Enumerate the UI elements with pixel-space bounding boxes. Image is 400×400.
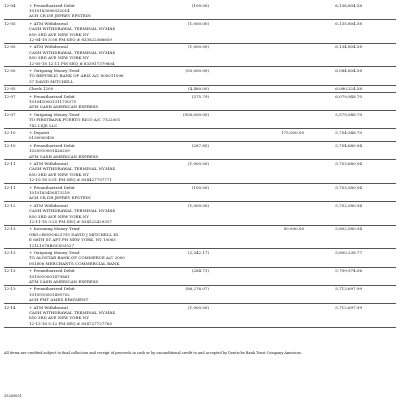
transaction-row <box>4 86 396 93</box>
description-line: 12-13-18 5:12 PM SEQ # 834727727763 <box>29 320 112 326</box>
withdrawal-amount: (86,276.07) <box>185 286 209 292</box>
transaction-description <box>29 112 179 128</box>
description-line: + ATM Withdrawal <box>29 44 68 50</box>
withdrawal-amount: (100.00) <box>191 184 209 190</box>
transaction-row <box>4 111 396 129</box>
transaction-date: 12-13 <box>4 250 16 256</box>
description-line: CASH WITHDRAWAL TERMINAL NY3484 <box>29 310 115 316</box>
description-line: + Incoming Money Trnsf <box>29 226 80 232</box>
description-line: 0150000450 <box>29 135 55 141</box>
transaction-description <box>29 226 179 248</box>
transaction-date: 12-11 <box>4 161 16 167</box>
transaction-date: 12-14 <box>4 304 16 310</box>
description-line: 850 3RD AVE NEW YORK NY <box>29 213 89 219</box>
running-balance: 5,579,948.70 <box>335 111 362 117</box>
description-line: + ATM Withdrawal <box>29 304 68 310</box>
withdrawal-amount: (1,000.00) <box>188 304 209 310</box>
withdrawal-amount: (4,480.00) <box>188 86 209 92</box>
transaction-date: 12-11 <box>4 184 16 190</box>
transaction-description <box>29 94 179 110</box>
running-balance: 5,712,697.99 <box>335 304 362 310</box>
transaction-ledger <box>4 2 396 328</box>
description-line: ATM CASH AMERICAN EXPRESS <box>29 104 99 110</box>
running-balance: 5,752,580.94 <box>335 202 362 208</box>
description-line: Check 1200 <box>29 86 54 92</box>
description-line: + Deposit <box>29 130 50 136</box>
description-line: + Preauthorized Debit <box>29 93 75 99</box>
transaction-date: 12-13 <box>4 268 16 274</box>
description-line: 121L1078BGC003527 <box>29 242 75 248</box>
description-line: 12-05-18 12:11 PM SEQ # 833917379854 <box>29 60 115 66</box>
transaction-date: 12-07 <box>4 93 16 99</box>
transaction-description <box>29 86 179 91</box>
description-line: TO ALOSTAR BANK OF COMMERCE A/C 2000 <box>29 255 125 261</box>
transaction-row <box>4 202 396 226</box>
withdrawal-amount: (2,342.17) <box>188 250 209 256</box>
description-line: E 66TH ST APT PH NEW YORK, NY 10065 <box>29 237 116 243</box>
transaction-row <box>4 2 396 20</box>
transaction-row <box>4 249 396 267</box>
transaction-row <box>4 160 396 184</box>
description-line: 12-11-18 3:25 PM SEQ # 834522429357 <box>29 219 112 225</box>
deposit-amount: 50,000.00 <box>283 226 304 232</box>
transaction-description <box>29 185 179 201</box>
running-balance: 5,754,680.94 <box>335 142 362 148</box>
transaction-date: 12-05 <box>4 68 16 74</box>
transaction-date: 12-07 <box>4 111 16 117</box>
description-line: + Outgoing Money Trnsf <box>29 68 80 74</box>
withdrawal-amount: (1,000.00) <box>188 44 209 50</box>
description-line: 850 3RD AVE NEW YORK NY <box>29 171 89 177</box>
description-line: 1010183080032014 <box>29 8 70 13</box>
transaction-description <box>29 203 179 225</box>
transaction-row <box>4 67 396 85</box>
transaction-row <box>4 226 396 250</box>
running-balance: 5,753,680.94 <box>335 161 362 167</box>
description-line: 1010410001311730/75 <box>29 99 77 105</box>
description-line: ACH CR DR JEFREY EPSTEIN <box>29 13 91 19</box>
withdrawal-amount: (267.85) <box>191 142 209 148</box>
running-balance: 5,713,697.99 <box>335 286 362 292</box>
running-balance: 6,080,324.58 <box>335 86 362 92</box>
description-line: 1010910001479861 <box>29 273 70 279</box>
description-line: CASH WITHDRAWAL TERMINAL NY3484 <box>29 26 115 32</box>
transaction-date: 12-10 <box>4 142 16 148</box>
description-line: + Outgoing Money Trnsf <box>29 111 80 117</box>
description-line: + Outgoing Money Trnsf <box>29 250 80 256</box>
transaction-description <box>29 268 179 284</box>
withdrawal-amount: (264.71) <box>191 268 209 274</box>
description-line: 1010910001490702 <box>29 291 70 297</box>
description-line: ACH PMT AMEX EPAYMENT <box>29 297 89 303</box>
transaction-description <box>29 250 179 266</box>
transaction-description <box>29 161 179 183</box>
transaction-row <box>4 93 396 111</box>
description-line: 001806 MERCHANTS COMMERCIAL BANK <box>29 260 120 266</box>
transaction-date: 12-04 <box>4 2 16 8</box>
description-line: 850 3RD AVE NEW YORK NY <box>29 31 89 37</box>
withdrawal-amount: (375.79) <box>191 93 209 99</box>
description-line: TO FIRSTBANK PUERTO RICO A/C 7522001 <box>29 117 121 123</box>
description-line: TO REPUBLIC BANK OF ARIZ A/C 800011096 <box>29 73 124 79</box>
running-balance: 5,799,974.06 <box>335 268 362 274</box>
transaction-description <box>29 21 179 43</box>
description-line: + ATM Withdrawal <box>29 202 68 208</box>
page-id: 35269051 <box>4 394 22 398</box>
description-line: CASH WITHDRAWAL TERMINAL NY3484 <box>29 49 115 55</box>
transaction-row <box>4 44 396 68</box>
transaction-description <box>29 130 179 141</box>
footer-note: All items are credited subject to final collection and receipt of proceeds in cash or by unconditional credit to and accepted by Deutsche Bank Trust Company Americas. <box>4 351 303 355</box>
transaction-date: 12-12 <box>4 202 16 208</box>
withdrawal-amount: (50,000.00) <box>185 68 209 74</box>
transaction-date: 12-13 <box>4 286 16 292</box>
withdrawal-amount: (1,000.00) <box>188 161 209 167</box>
transaction-row <box>4 20 396 44</box>
description-line: 12-04-18 5:58 PM SEQ # 833822366859 <box>29 37 112 43</box>
transaction-description <box>29 305 179 327</box>
transaction-date: 12-05 <box>4 20 16 26</box>
transaction-description <box>29 143 179 159</box>
deposit-amount: 175,000.00 <box>281 130 304 136</box>
transaction-description <box>29 68 179 84</box>
transaction-row <box>4 268 396 286</box>
description-line: 742 LSJE LLC <box>29 122 58 128</box>
transaction-date: 12-05 <box>4 86 16 92</box>
description-line: ATM CASH AMERICAN EXPRESS <box>29 279 99 285</box>
transaction-date: 12-10 <box>4 130 16 136</box>
description-line: + ATM Withdrawal <box>29 20 68 26</box>
description-line: 850 3RD AVE NEW YORK NY <box>29 55 89 61</box>
transaction-row <box>4 304 396 328</box>
withdrawal-amount: (100.00) <box>191 2 209 8</box>
description-line: + Preauthorized Debit <box>29 286 75 292</box>
transaction-date: 12-13 <box>4 226 16 232</box>
running-balance: 5,802,580.94 <box>335 226 362 232</box>
running-balance: 6,136,804.58 <box>335 2 362 8</box>
withdrawal-amount: (500,000.00) <box>182 111 209 117</box>
withdrawal-amount: (1,000.00) <box>188 202 209 208</box>
transaction-description <box>29 44 179 66</box>
description-line: 1010183450473218 <box>29 190 70 196</box>
description-line: CASH WITHDRAWAL TERMINAL NY3484 <box>29 208 115 214</box>
transaction-row <box>4 129 396 142</box>
description-line: CASH WITHDRAWAL TERMINAL NY3484 <box>29 166 115 172</box>
description-line: + Preauthorized Debit <box>29 2 75 8</box>
transaction-row <box>4 184 396 202</box>
running-balance: 6,134,804.58 <box>335 44 362 50</box>
transaction-date: 12-05 <box>4 44 16 50</box>
description-line: + Preauthorized Debit <box>29 142 75 148</box>
description-line: + ATM Withdrawal <box>29 161 68 167</box>
description-line: 1020910001426259 <box>29 148 70 154</box>
running-balance: 6,084,804.58 <box>335 68 362 74</box>
transaction-description <box>29 3 179 19</box>
description-line: + Preauthorized Debit <box>29 268 75 274</box>
transaction-row <box>4 142 396 160</box>
running-balance: 6,079,948.70 <box>335 93 362 99</box>
description-line: ACH CR DR JEFREY EPSTEIN <box>29 195 91 201</box>
transaction-row <box>4 286 396 304</box>
description-line: ORG=BOOO623755 DAVID J MITCHELL 45 <box>29 231 119 237</box>
running-balance: 5,800,238.77 <box>335 250 362 256</box>
description-line: ATM CASH AMERICAN EXPRESS <box>29 153 99 159</box>
description-line: 850 3RD AVE NEW YORK NY <box>29 315 89 321</box>
running-balance: 5,754,948.70 <box>335 130 362 136</box>
running-balance: 6,135,804.58 <box>335 20 362 26</box>
description-line: 12-10-18 5:51 PM SEQ # 834427797771 <box>29 177 112 183</box>
description-line: 37 DAVID MITCHELL <box>29 78 74 84</box>
withdrawal-amount: (1,000.00) <box>188 20 209 26</box>
transaction-description <box>29 286 179 302</box>
description-line: + Preauthorized Debit <box>29 184 75 190</box>
running-balance: 5,753,580.94 <box>335 184 362 190</box>
